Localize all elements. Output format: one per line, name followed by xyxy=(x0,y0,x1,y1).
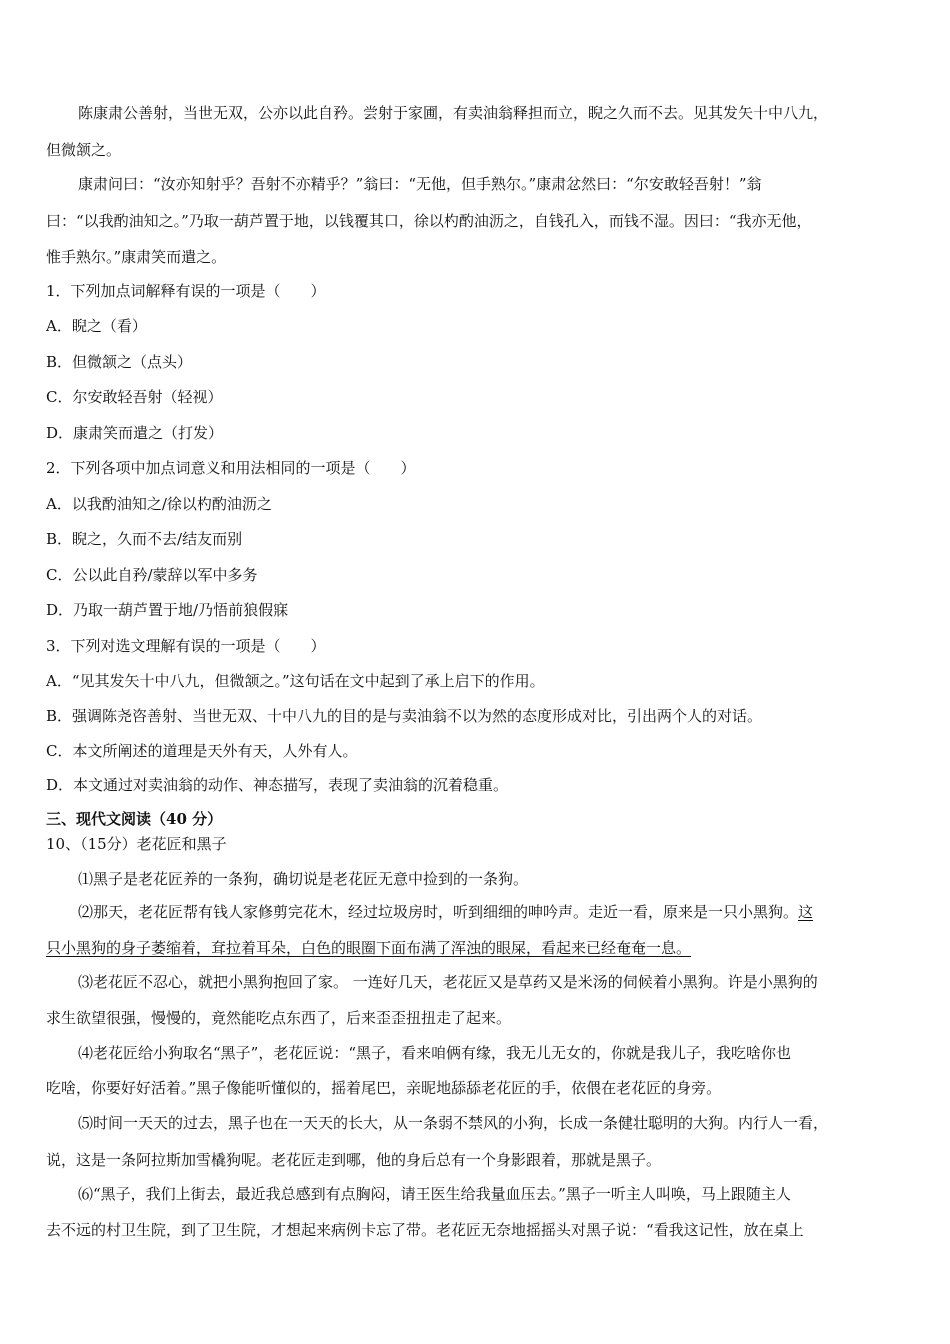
question-3-option-c: C．本文所阐述的道理是天外有天，人外有人。 xyxy=(46,742,358,760)
question-3-option-b: B．强调陈尧咨善射、当世无双、十中八九的目的是与卖油翁不以为然的态度形成对比，引出两个人的对话。 xyxy=(46,707,763,725)
question-2-option-b: B．睨之，久而不去/结友而别 xyxy=(46,530,243,548)
article-paragraph-4-line-2: 吃啥，你要好好活着。”黑子像能听懂似的，摇着尾巴，亲昵地舔舔老花匠的手，依偎在老花匠的身旁。 xyxy=(46,1079,722,1097)
passage-line: 曰：“以我酌油知之。”乃取一葫芦置于地，以钱覆其口，徐以杓酌油沥之，自钱孔入，而钱不湿。因曰：“我亦无他， xyxy=(46,212,812,230)
question-1-stem: 1．下列加点词解释有误的一项是（ ） xyxy=(46,282,326,300)
passage-line: 但微颔之。 xyxy=(46,141,122,159)
question-1-option-c: C．尔安敢轻吾射（轻视） xyxy=(46,388,223,406)
question-3-option-a: A．“见其发矢十中八九，但微颔之。”这句话在文中起到了承上启下的作用。 xyxy=(46,672,545,690)
section-title: 三、现代文阅读（40 分） xyxy=(46,810,223,828)
article-paragraph-3-line-2: 求生欲望很强，慢慢的，竟然能吃点东西了，后来歪歪扭扭走了起来。 xyxy=(46,1009,512,1027)
question-2-stem: 2．下列各项中加点词意义和用法相同的一项是（ ） xyxy=(46,459,416,477)
passage-line: 康肃问曰：“汝亦知射乎？吾射不亦精乎？”翁曰：“无他，但手熟尔。”康肃忿然曰：“尔安敢轻吾射！”翁 xyxy=(78,175,762,193)
article-paragraph-4-line-1: ⑷老花匠给小狗取名“黑子”，老花匠说：“黑子，看来咱俩有缘，我无儿无女的，你就是我儿子，我吃啥你也 xyxy=(78,1044,792,1062)
article-paragraph-1: ⑴黑子是老花匠养的一条狗，确切说是老花匠无意中捡到的一条狗。 xyxy=(78,870,529,888)
paragraph-2-text: ⑵那天，老花匠帮有钱人家修剪完花木，经过垃圾房时，听到细细的呻吟声。走近一看，原来是一只小黑狗。 xyxy=(78,903,799,921)
question-2-option-c: C．公以此自矜/蒙辞以军中多务 xyxy=(46,566,258,584)
question-3-option-d: D．本文通过对卖油翁的动作、神态描写，表现了卖油翁的沉着稳重。 xyxy=(46,776,509,794)
article-paragraph-5-line-2: 说，这是一条阿拉斯加雪橇狗呢。老花匠走到哪，他的身后总有一个身影跟着，那就是黑子。 xyxy=(46,1151,662,1169)
question-2-option-a: A．以我酌油知之/徐以杓酌油沥之 xyxy=(46,495,272,513)
question-1-option-a: A．睨之（看） xyxy=(46,317,147,335)
passage-line: 陈康肃公善射，当世无双，公亦以此自矜。尝射于家圃，有卖油翁释担而立，睨之久而不去。见其发矢十中八九， xyxy=(78,104,829,122)
question-10-header: 10、（15分）老花匠和黑子 xyxy=(46,835,227,853)
question-3-stem: 3．下列对选文理解有误的一项是（ ） xyxy=(46,637,326,655)
article-paragraph-3-line-1: ⑶老花匠不忍心，就把小黑狗抱回了家。 一连好几天，老花匠又是草药又是米汤的伺候着小黑狗。许是小黑狗的 xyxy=(78,973,818,991)
article-paragraph-5-line-1: ⑸时间一天天的过去，黑子也在一天天的长大，从一条弱不禁风的小狗，长成一条健壮聪明的大狗。内行人一看， xyxy=(78,1114,829,1132)
question-1-option-b: B．但微颔之（点头） xyxy=(46,353,193,371)
underlined-sentence-start: 这 xyxy=(798,903,814,921)
question-2-option-d: D．乃取一葫芦置于地/乃悟前狼假寐 xyxy=(46,601,289,619)
passage-line: 惟手熟尔。”康肃笑而遣之。 xyxy=(46,248,227,266)
article-paragraph-2-line-2 xyxy=(46,938,691,958)
article-paragraph-2-line-1 xyxy=(78,902,813,922)
article-paragraph-6-line-2: 去不远的村卫生院，到了卫生院，才想起来病例卡忘了带。老花匠无奈地摇摇头对黑子说：“看我这记性，放在桌上 xyxy=(46,1221,804,1239)
underlined-sentence: 只小黑狗的身子萎缩着，耷拉着耳朵，白色的眼圈下面布满了浑浊的眼屎，看起来已经奄奄一息。 xyxy=(46,939,692,957)
question-1-option-d: D．康肃笑而遣之（打发） xyxy=(46,424,224,442)
article-paragraph-6-line-1: ⑹“黑子，我们上街去，最近我总感到有点胸闷，请王医生给我量血压去。”黑子一听主人叫唤，马上跟随主人 xyxy=(78,1185,791,1203)
